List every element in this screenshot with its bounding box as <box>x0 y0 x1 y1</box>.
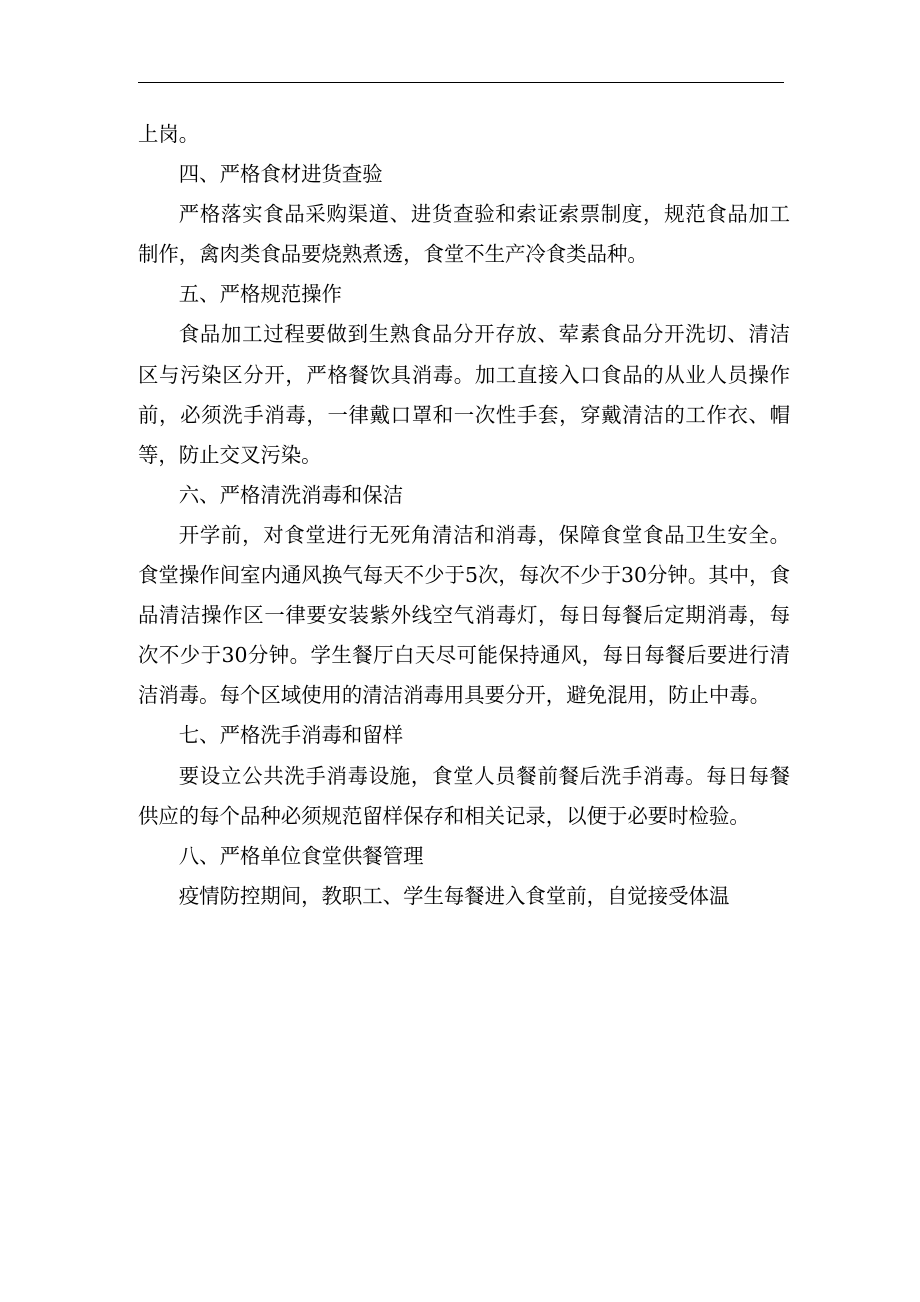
section-heading-5: 五、严格规范操作 <box>178 282 342 307</box>
section-heading-8: 八、严格单位食堂供餐管理 <box>178 843 424 868</box>
continuation-text: 上岗。 <box>138 122 200 146</box>
document-body <box>138 114 790 916</box>
header-rule <box>138 82 784 83</box>
section-heading-4: 四、严格食材进货查验 <box>178 162 383 187</box>
section-heading-6: 六、严格清洗消毒和保洁 <box>178 482 404 507</box>
section-paragraph-4: 严格落实食品采购渠道、进货查验和索证索票制度，规范食品加工制作，禽肉类食品要烧熟煮透，食堂不生产冷食类品种。 <box>138 202 790 267</box>
section-heading-7: 七、严格洗手消毒和留样 <box>178 723 404 748</box>
page-bottom-margin <box>0 1202 920 1302</box>
section-paragraph-6: 开学前，对食堂进行无死角清洁和消毒，保障食堂食品卫生安全。食堂操作间室内通风换气每天不少于5次，每次不少于30分钟。其中，食品清洁操作区一律要安装紫外线空气消毒灯，每日每餐后定期消毒，每次不少于30分钟。学生餐厅白天尽可能保持通风，每日每餐后要进行清洁消毒。每个区域使用的清洁消毒用具要分开，避免混用，防止中毒。 <box>138 522 790 708</box>
section-paragraph-7: 要设立公共洗手消毒设施，食堂人员餐前餐后洗手消毒。每日每餐供应的每个品种必须规范留样保存和相关记录，以便于必要时检验。 <box>138 763 790 828</box>
section-paragraph-8: 疫情防控期间，教职工、学生每餐进入食堂前，自觉接受体温 <box>178 883 730 908</box>
section-paragraph-5: 食品加工过程要做到生熟食品分开存放、荤素食品分开洗切、清洁区与污染区分开，严格餐饮具消毒。加工直接入口食品的从业人员操作前，必须洗手消毒，一律戴口罩和一次性手套，穿戴清洁的工作衣、帽等，防止交叉污染。 <box>138 322 790 467</box>
